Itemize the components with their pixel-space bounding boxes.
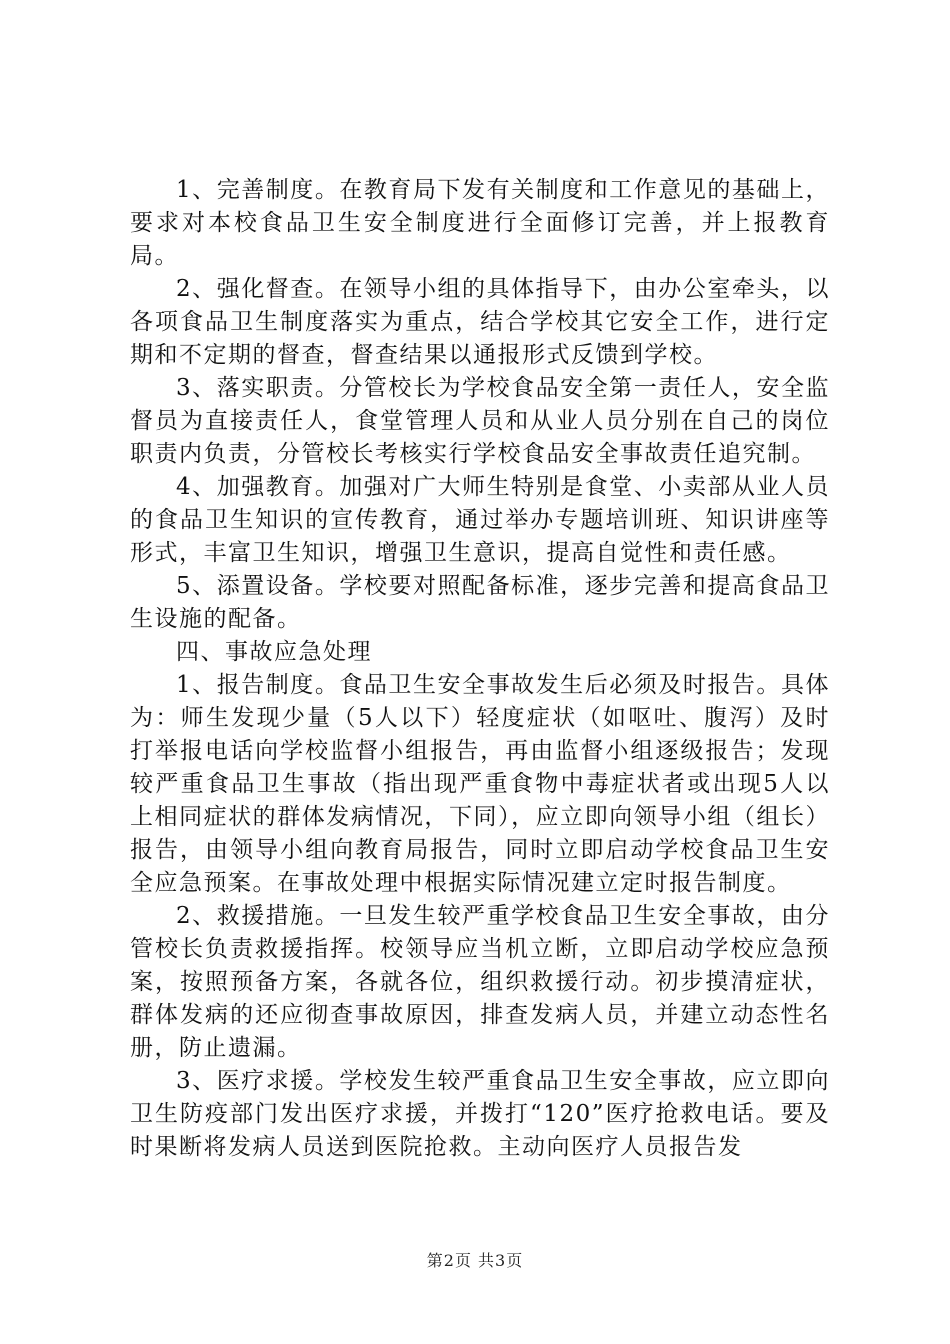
paragraph-1: 1、完善制度。在教育局下发有关制度和工作意见的基础上，要求对本校食品卫生安全制度进行全面修订完善，并上报教育局。: [130, 177, 830, 269]
paragraph-4: 4、加强教育。加强对广大师生特别是食堂、小卖部从业人员的食品卫生知识的宣传教育，通过举办专题培训班、知识讲座等形式，丰富卫生知识，增强卫生意识，提高自觉性和责任感。: [130, 474, 830, 566]
paragraph-8: 3、医疗求援。学校发生较严重食品卫生安全事故，应立即向卫生防疫部门发出医疗求援，并拨打“120”医疗抢救电话。要及时果断将发病人员送到医院抢救。主动向医疗人员报告发: [130, 1068, 830, 1160]
section-heading: 四、事故应急处理: [176, 639, 372, 665]
paragraph-5: 5、添置设备。学校要对照配备标准，逐步完善和提高食品卫生设施的配备。: [130, 573, 830, 632]
page-footer: 第2页 共3页: [426, 1251, 524, 1270]
paragraph-7: 2、救援措施。一旦发生较严重学校食品卫生安全事故，由分管校长负责救援指挥。校领导应当机立断，立即启动学校应急预案，按照预备方案，各就各位，组织救援行动。初步摸清症状，群体发病的还应彻查事故原因，排查发病人员，并建立动态性名册，防止遗漏。: [130, 903, 830, 1061]
paragraph-6: 1、报告制度。食品卫生安全事故发生后必须及时报告。具体为：师生发现少量（5人以下）轻度症状（如呕吐、腹泻）及时打举报电话向学校监督小组报告，再由监督小组逐级报告；发现较严重食品卫生事故（指出现严重食物中毒症状者或出现5人以上相同症状的群体发病情况，下同），应立即向领导小组（组长）报告，由领导小组向教育局报告，同时立即启动学校食品卫生安全应急预案。在事故处理中根据实际情况建立定时报告制度。: [130, 672, 830, 896]
paragraph-2: 2、强化督查。在领导小组的具体指导下，由办公室牵头，以各项食品卫生制度落实为重点，结合学校其它安全工作，进行定期和不定期的督查，督查结果以通报形式反馈到学校。: [130, 276, 830, 368]
paragraph-3: 3、落实职责。分管校长为学校食品安全第一责任人，安全监督员为直接责任人，食堂管理人员和从业人员分别在自己的岗位职责内负责，分管校长考核实行学校食品安全事故责任追究制。: [130, 375, 830, 467]
document-body: [130, 174, 830, 1164]
